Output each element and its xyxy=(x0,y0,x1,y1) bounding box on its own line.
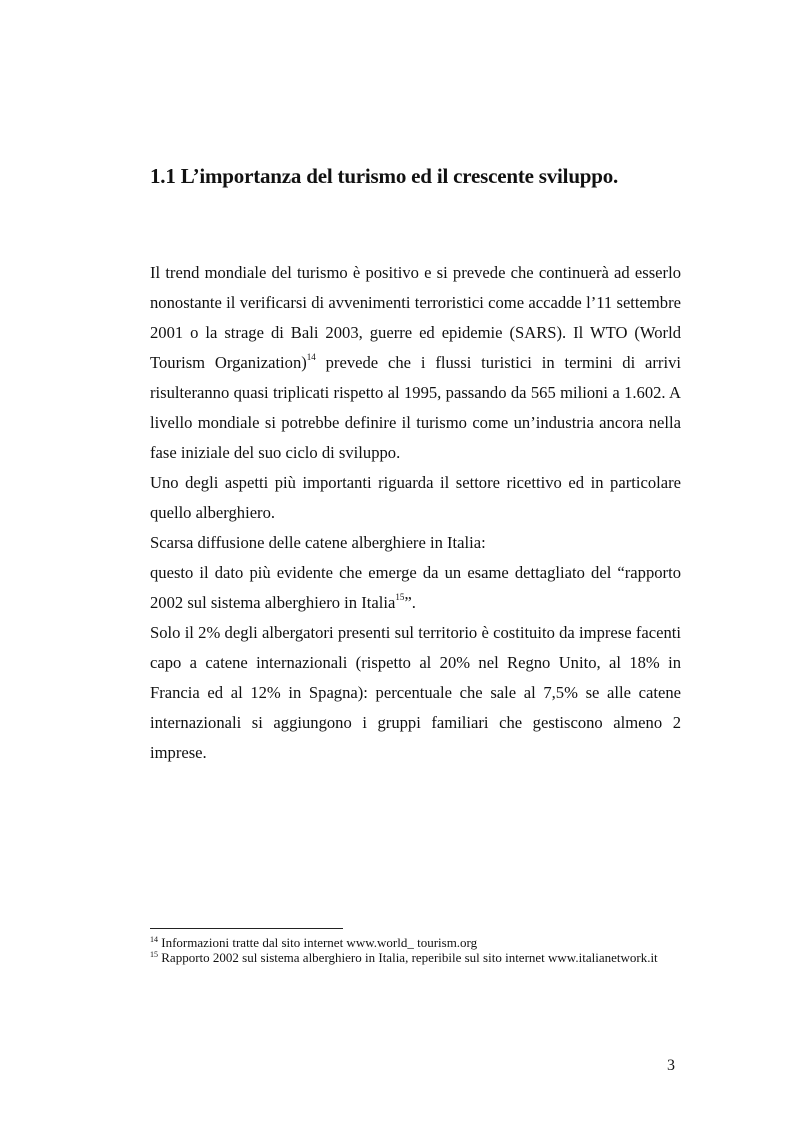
footnotes xyxy=(150,935,681,965)
footnote-15: $^{15}$ Rapporto 2002 sul sistema alberghiero in Italia, reperibile sul sito internet www.italianetwork.it xyxy=(150,950,658,965)
paragraph-2: Uno degli aspetti più importanti riguarda il settore ricettivo ed in particolare quello alberghiero. xyxy=(150,473,681,522)
page-number: 3 xyxy=(667,1057,675,1074)
paragraph-1: Il trend mondiale del turismo è positivo e si prevede che continuerà ad esserlo nonostante il verificarsi di avvenimenti terroristici come accadde l’11 settembre 2001 o la strage di Bali 2003, guerre ed epidemie (SARS). Il WTO (World Tourism Organization)$^{14}$ prevede che i flussi turistici in termini di arrivi risulteranno quasi triplicati rispetto al 1995, passando da 565 milioni a 1.602. A livello mondiale si potrebbe definire il turismo come un’industria ancora nella fase iniziale del suo ciclo di sviluppo. xyxy=(150,263,681,462)
paragraph-5: Solo il 2% degli albergatori presenti sul territorio è costituito da imprese facenti capo a catene internazionali (rispetto al 20% nel Regno Unito, al 18% in Francia ed al 12% in Spagna): percentuale che sale al 7,5% se alle catene internazionali si aggiungono i gruppi familiari che gestiscono almeno 2 imprese. xyxy=(150,623,681,762)
footnote-14: $^{14}$ Informazioni tratte dal sito internet www.world_ tourism.org xyxy=(150,935,478,950)
footnote-ref-15: 15 xyxy=(395,592,405,602)
section-heading: 1.1 L’importanza del turismo ed il crescente sviluppo. xyxy=(150,164,619,188)
footnote-separator xyxy=(150,928,343,929)
paragraph-4: questo il dato più evidente che emerge da un esame dettagliato del “rapporto 2002 sul sistema alberghiero in Italia$^{15}$”. xyxy=(150,563,681,612)
footnote-ref-14: 14 xyxy=(306,352,316,362)
body-text xyxy=(150,258,681,768)
paragraph-3: Scarsa diffusione delle catene alberghiere in Italia: xyxy=(150,533,486,552)
